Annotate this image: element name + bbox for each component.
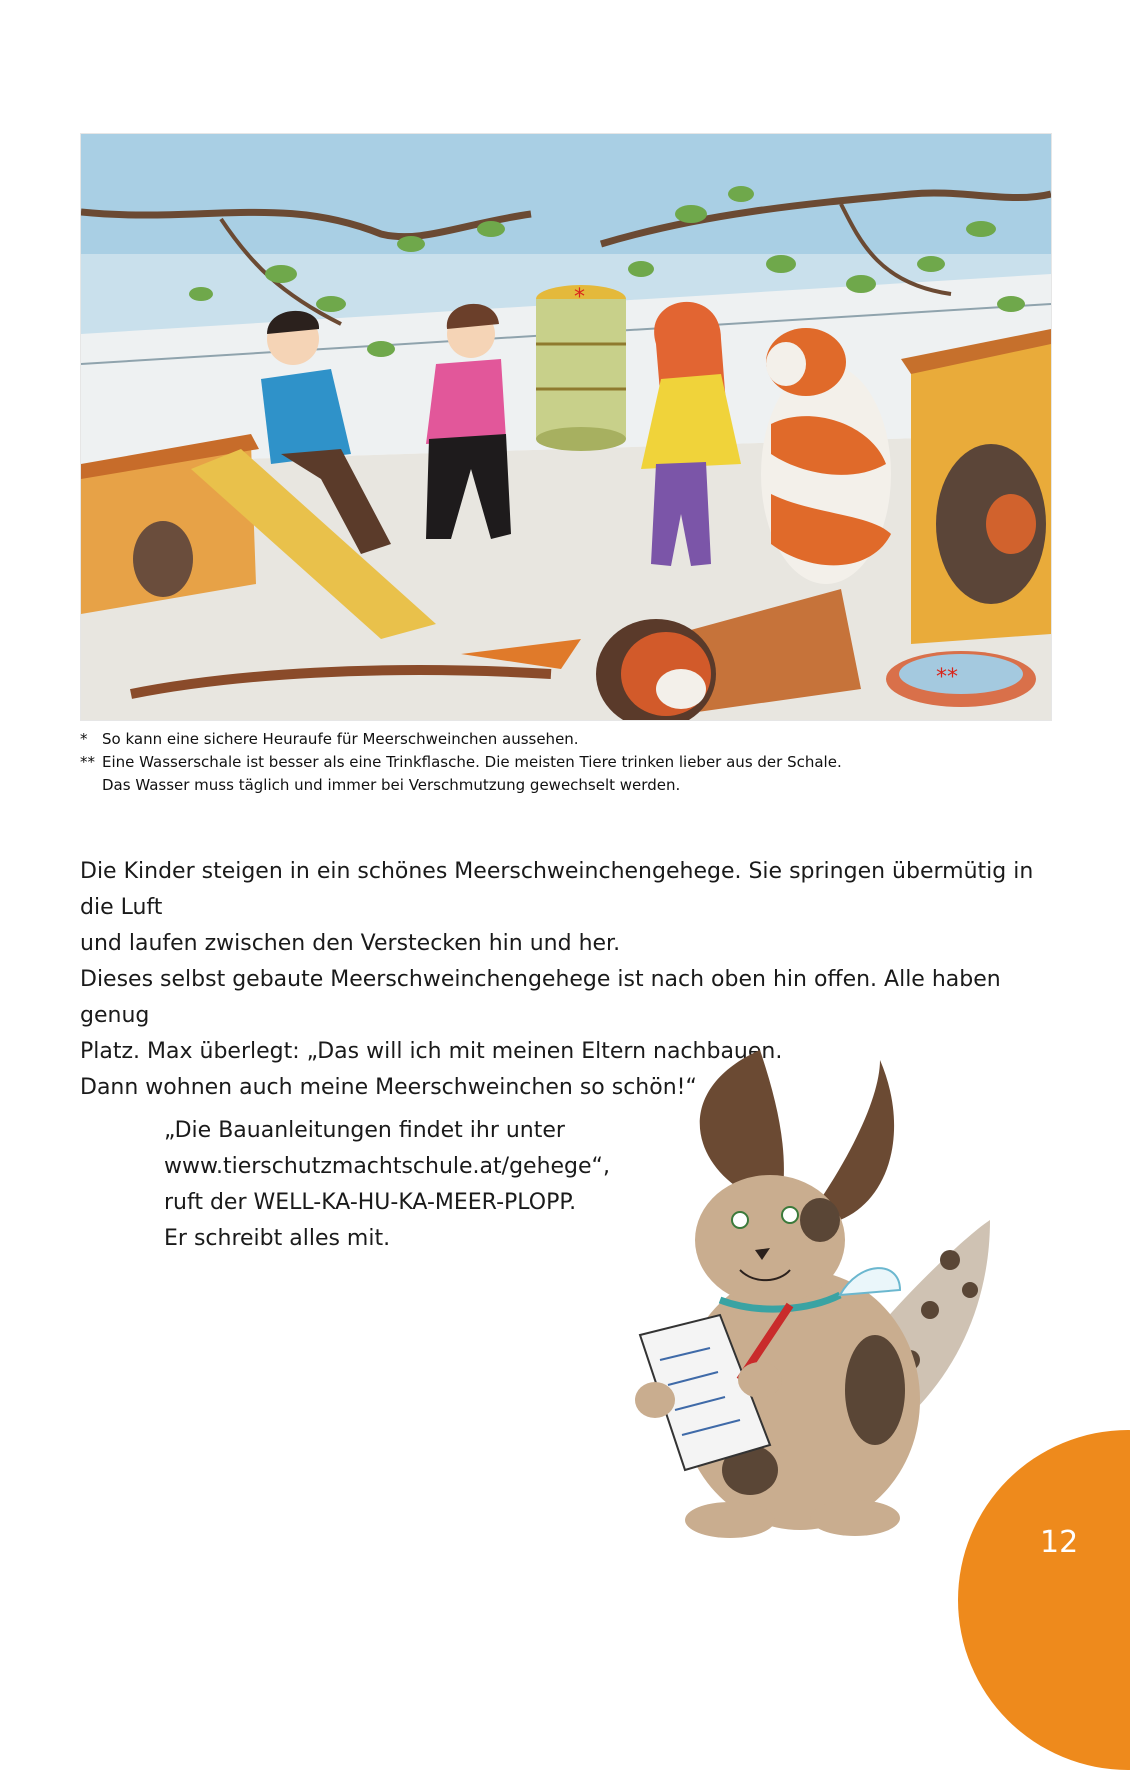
text-line: Dann wohnen auch meine Meerschweinchen so schön!“: [80, 1075, 697, 1100]
mascot-quote: [164, 1113, 634, 1257]
text-line: Er schreibt alles mit.: [164, 1226, 391, 1251]
footnote-mark: *: [80, 730, 88, 748]
text-line: Dieses selbst gebaute Meerschweinchengehege ist nach oben hin offen. Alle haben genug: [80, 967, 1001, 1028]
page-number: 12: [1040, 1525, 1079, 1560]
text-line: Die Kinder steigen in ein schönes Meerschweinchengehege. Sie springen übermütig in die Luft: [80, 859, 1034, 920]
footnotes: [80, 728, 1040, 797]
hay-rack-marker: *: [574, 285, 585, 310]
footnote-hay-rack: [80, 728, 1040, 751]
text-line: Platz. Max überlegt: „Das will ich mit meinen Eltern nachbauen.: [80, 1039, 783, 1064]
footnote-text: Eine Wasserschale ist besser als eine Trinkflasche. Die meisten Tiere trinken lieber aus der Schale.: [102, 753, 842, 771]
footnote-mark: **: [80, 753, 95, 771]
water-bowl-marker: **: [936, 665, 958, 690]
footnote-continuation: Das Wasser muss täglich und immer bei Verschmutzung gewechselt werden.: [102, 776, 681, 794]
text-line: ruft der WELL-KA-HU-KA-MEER-PLOPP.: [164, 1190, 577, 1215]
footnote-water-bowl: [80, 751, 1040, 774]
footnote-text: So kann eine sichere Heuraufe für Meerschweinchen aussehen.: [102, 730, 579, 748]
text-line: und laufen zwischen den Verstecken hin und her.: [80, 931, 621, 956]
enclosure-illustration: [80, 133, 1052, 721]
mascot-illustration: [630, 1050, 1030, 1540]
text-line: „Die Bauanleitungen findet ihr unter: [164, 1118, 565, 1143]
text-line: www.tierschutzmachtschule.at/gehege“,: [164, 1154, 610, 1179]
story-paragraph-1: [80, 854, 1040, 962]
